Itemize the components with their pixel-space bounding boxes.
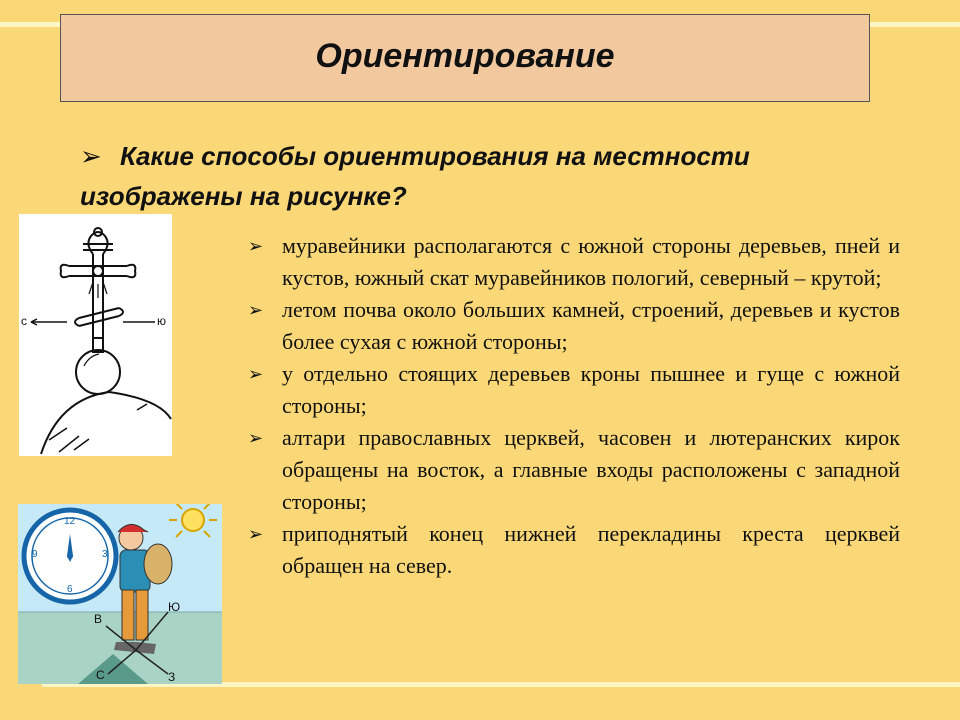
church-cross-illustration: [19, 214, 172, 456]
list-item-text: приподнятый конец нижней перекладины креста церквей обращен на север.: [282, 521, 900, 578]
arrow-bullet-icon: ➢: [248, 524, 264, 544]
list-item: [248, 358, 900, 422]
page-title: Ориентирование: [315, 37, 615, 75]
cross-left-label: с: [21, 314, 27, 328]
clock-number-6: 6: [67, 584, 73, 595]
arrow-bullet-icon: ➢: [248, 428, 264, 448]
list-item: [248, 422, 900, 518]
arrow-bullet-icon: ➢: [248, 364, 264, 384]
cross-right-label: ю: [157, 314, 166, 328]
title-box: [60, 14, 870, 102]
arrow-bullet-icon: ➢: [248, 300, 264, 320]
watch-orientation-illustration: [18, 504, 222, 684]
compass-label-south: Ю: [168, 600, 181, 614]
list-item-text: алтари православных церквей, часовен и лютеранских кирок обращены на восток, а главные входы расположены с западной стороны;: [282, 425, 900, 514]
compass-label-north: С: [96, 668, 105, 682]
boy-with-clock-icon: [18, 504, 222, 684]
list-item: [248, 518, 900, 582]
bullet-list: [248, 230, 900, 582]
clock-number-12: 12: [64, 516, 76, 527]
question: [80, 136, 910, 216]
list-item-text: летом почва около больших камней, строений, деревьев и кустов более сухая с южной стороны;: [282, 297, 900, 354]
church-cross-icon: [19, 214, 172, 456]
list-item: [248, 230, 900, 294]
arrow-bullet-icon: ➢: [80, 141, 102, 171]
compass-label-east: В: [94, 612, 103, 626]
compass-label-west: З: [168, 670, 176, 684]
list-item-text: у отдельно стоящих деревьев кроны пышнее и гуще с южной стороны;: [282, 361, 900, 418]
arrow-bullet-icon: ➢: [248, 236, 264, 256]
clock-number-3: 3: [102, 549, 108, 560]
clock-number-9: 9: [32, 549, 38, 560]
list-item-text: муравейники располагаются с южной стороны деревьев, пней и кустов, южный скат муравейников пологий, северный – крутой;: [282, 233, 900, 290]
list-item: [248, 294, 900, 358]
question-text: Какие способы ориентирования на местности изображены на рисунке?: [80, 141, 750, 211]
